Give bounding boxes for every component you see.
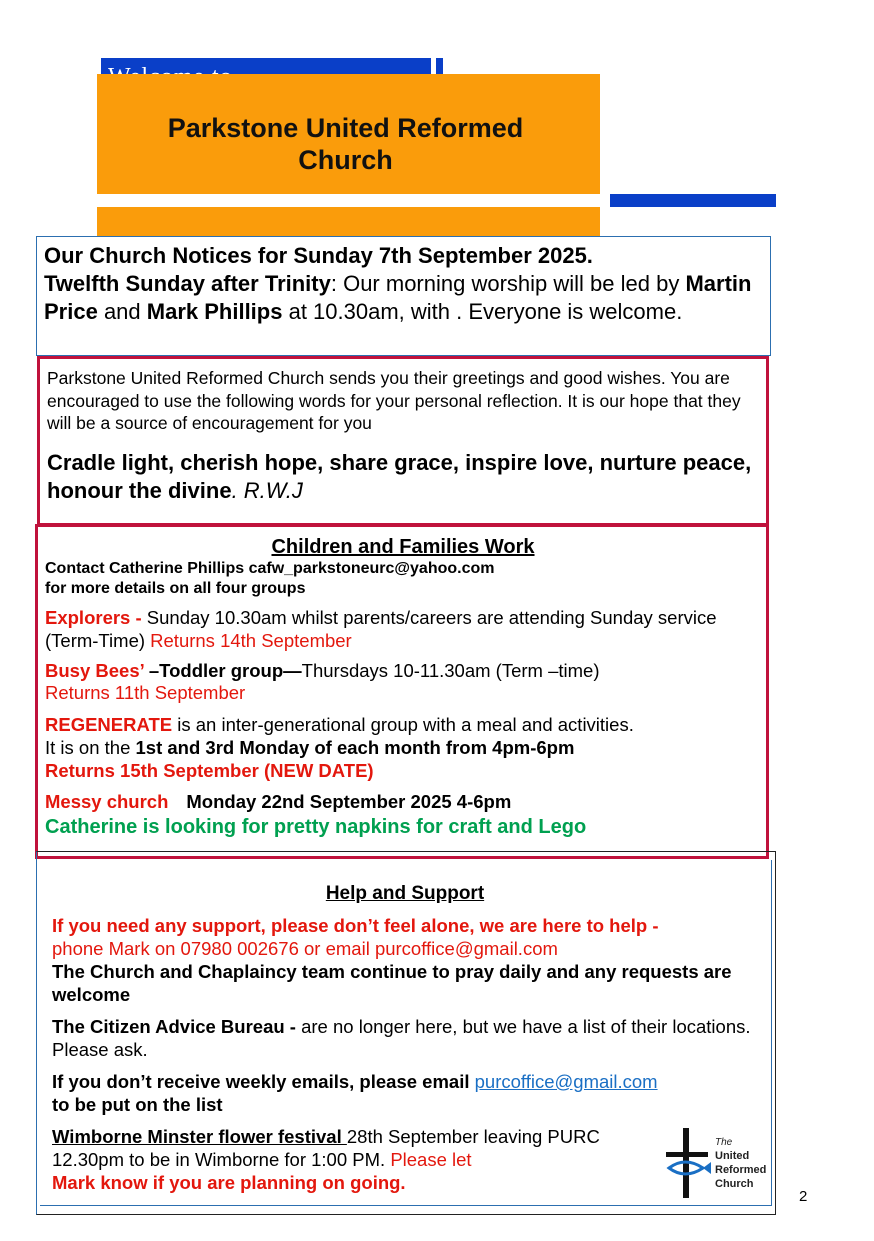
explorers-text: Sunday 10.30am whilst parents/careers are attending Sunday service (Term-Time): [45, 607, 717, 651]
explorers-name: Explorers -: [45, 607, 147, 628]
busy-bees-item: [45, 660, 761, 704]
cab-bold: The Citizen Advice Bureau -: [52, 1016, 296, 1037]
logo-line3: Church: [715, 1178, 754, 1190]
support-phone: phone Mark on 07980 002676 or email purcoffice@gmail.com: [52, 938, 558, 959]
logo-line2: Reformed: [715, 1164, 767, 1176]
leader-1: Martin Price: [44, 271, 752, 324]
cab-note: [52, 1015, 758, 1061]
logo-text: [715, 1137, 766, 1191]
emails-note: [52, 1070, 758, 1116]
notices-text-2: and: [97, 299, 147, 324]
festival-title: Wimborne Minster flower festival: [52, 1126, 347, 1147]
busy-bees-text: Thursdays 10-11.30am (Term –time): [301, 660, 600, 681]
urc-logo: [663, 1128, 775, 1200]
festival-red-2: Mark know if you are planning on going.: [52, 1172, 406, 1193]
busy-bees-group: –Toddler group—: [148, 660, 302, 681]
page-title-line1: Parkstone United Reformed: [167, 113, 524, 143]
regenerate-name: REGENERATE: [45, 714, 173, 735]
page-title: [97, 112, 594, 176]
messy-church-item: [45, 790, 761, 814]
emails-bold: If you don’t receive weekly emails, please email: [52, 1071, 475, 1092]
busy-bees-name: Busy Bees’: [45, 660, 149, 681]
help-heading: Help and Support: [325, 883, 485, 904]
emails-tail: to be put on the list: [52, 1094, 223, 1115]
busy-bees-return: Returns 11th September: [45, 682, 246, 703]
regenerate-text: is an inter-generational group with a meal and activities.: [172, 714, 634, 735]
reflection-content: [47, 367, 759, 505]
page-title-line2: Church: [298, 145, 393, 175]
cab-text: are no longer here, but we have a list of their locations. Please ask.: [52, 1016, 751, 1060]
help-content: [52, 882, 758, 1194]
support-bold: If you need any support, please don’t feel alone, we are here to help -: [52, 915, 659, 936]
festival-red-1: Please let: [390, 1149, 472, 1170]
logo-the: The: [715, 1137, 733, 1148]
notices-text-1: : Our morning worship will be led by: [330, 271, 686, 296]
children-contact: Contact Catherine Phillips cafw_parkstoneurc@yahoo.com: [45, 560, 495, 577]
email-link[interactable]: purcoffice@gmail.com: [474, 1071, 658, 1092]
header-orange-strip: [97, 207, 600, 237]
notices-text-3: at 10.30am, with . Everyone is welcome.: [282, 299, 683, 324]
festival-text: 28th September leaving PURC 12.30pm to be in Wimborne for 1:00 PM.: [52, 1126, 600, 1170]
children-contact-2: for more details on all four groups: [45, 580, 306, 597]
leader-2: Mark Phillips: [146, 299, 283, 324]
regenerate-item: [45, 713, 761, 782]
regenerate-when: 1st and 3rd Monday of each month from 4pm-6pm: [135, 737, 575, 758]
verse-author: . R.W.J: [231, 477, 303, 503]
messy-church-name: Messy church: [45, 791, 169, 812]
explorers-return: Returns 14th September: [150, 630, 352, 651]
regenerate-when-pre: It is on the: [45, 737, 136, 758]
header-blue-accent: [610, 194, 776, 207]
children-content: [45, 535, 761, 840]
chaplaincy-note: The Church and Chaplaincy team continue to pray daily and any requests are welcome: [52, 961, 732, 1005]
children-heading: Children and Families Work: [271, 536, 535, 558]
notices-title: Our Church Notices for Sunday 7th September 2025.: [44, 243, 593, 268]
logo-line1: United: [715, 1150, 750, 1162]
notices-body: [44, 270, 764, 326]
reflection-intro: Parkstone United Reformed Church sends you their greetings and good wishes. You are encouraged to use the following words for your personal reflection. It is our hope that they will be a source of encouragement for you: [47, 368, 741, 433]
verse-text: Cradle light, cherish hope, share grace, inspire love, nurture peace, honour the divine: [47, 449, 752, 503]
messy-church-date: Monday 22nd September 2025 4-6pm: [186, 791, 512, 812]
regenerate-return: Returns 15th September (NEW DATE): [45, 760, 374, 781]
page-number: 2: [799, 1188, 808, 1205]
support-line: [52, 914, 758, 960]
explorers-item: [45, 606, 761, 652]
napkins-note: Catherine is looking for pretty napkins for craft and Lego: [45, 816, 587, 838]
sunday-name: Twelfth Sunday after Trinity: [44, 271, 331, 296]
notices-text: [44, 242, 764, 326]
cross-fish-icon: [663, 1128, 713, 1198]
festival-note: [52, 1125, 612, 1194]
reflection-verse: [47, 449, 759, 505]
